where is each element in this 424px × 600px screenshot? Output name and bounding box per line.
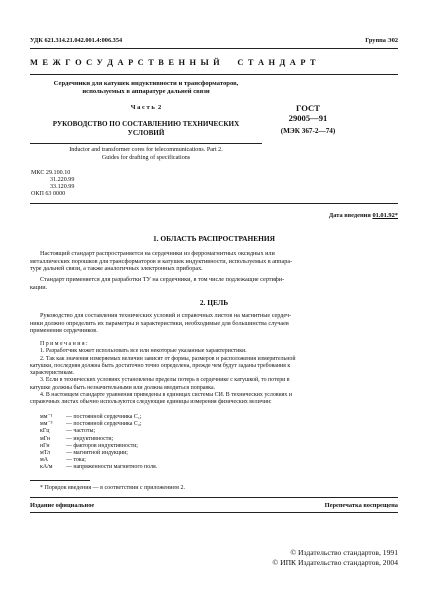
note-line: характеристикам. (30, 370, 75, 377)
footnote: * Порядок введения — в соответствии с приложением 2. (40, 485, 185, 491)
subtitle-line: РУКОВОДСТВО ПО СОСТАВЛЕНИЮ ТЕХНИЧЕСКИХ (52, 120, 240, 128)
mks-code: 31.220.99 (50, 177, 75, 183)
section-2-paragraph (30, 312, 398, 335)
unit-symbol: нГн (40, 442, 50, 449)
unit-description: — магнитной индукции; (66, 450, 128, 457)
text-line: Стандарт применяется для разработки ТУ на сердечники, в том числе подлежащие сертифи- (40, 276, 285, 283)
unit-symbol: кГц (40, 428, 50, 435)
unit-description: — частоты; (66, 428, 96, 435)
document-subtitle (30, 120, 262, 137)
title-rule (30, 143, 262, 144)
text-line: Настоящий стандарт распространяется на сердечники из ферромагнитных оксидных или (40, 250, 275, 257)
unit-description: — тока; (66, 457, 86, 464)
note-line: 1. Разработчик может использовать все или некоторые указанные характеристики. (40, 348, 247, 355)
unit-description: — постоянной сердечника C₁; (66, 414, 142, 420)
unit-row (40, 436, 340, 443)
section-1-paragraph (30, 250, 398, 273)
okp-code: ОКП 63 0000 (31, 191, 66, 197)
gost-designation (270, 104, 346, 123)
banner-title: М Е Ж Г О С У Д А Р С Т В Е Н Н Ы Й С Т А Н Д А Р Т (30, 58, 317, 67)
unit-symbol: мА (40, 457, 48, 464)
english-title-line: Inductor and transformer cores for telecommunications. Part 2. (69, 147, 223, 153)
title-line: используемых в аппаратуре дальней связи (82, 88, 210, 95)
unit-row (40, 457, 340, 464)
notes-block (30, 341, 398, 407)
footer-rule-2 (30, 512, 398, 513)
copyright-line: © ИПК Издательство стандартов, 2004 (272, 558, 398, 567)
note-line: 2. Так как значения измеряемых величин зависят от формы, размеров и расположения измерительной (40, 355, 296, 362)
note-line: 3. Если в технических условиях установлены пределы потерь в сердечнике с катушкой, то потери в (40, 377, 290, 384)
text-line: применения сердечников. (30, 327, 98, 335)
text-line: ники должно определить их параметры и характеристики, необходимые для большинства случаев (30, 319, 289, 327)
notes-heading: П р и м е ч а н и я : (40, 341, 88, 347)
classifier-rule (30, 203, 398, 204)
unit-row (40, 464, 340, 471)
section-2-heading: 2. ЦЕЛЬ (199, 298, 229, 307)
note-line: 4. В настоящем стандарте уравнения приведены в единицах системы СИ. В технических условиях и (40, 392, 292, 399)
unit-row (40, 428, 340, 435)
note-line: катушке должны быть незначительными или должна вводиться поправка. (30, 384, 216, 391)
banner-rule (30, 74, 398, 75)
text-line: металлических порошков для трансформаторов и катушек индуктивности, используемых в аппара- (30, 257, 293, 265)
text-line: Руководство для составления технических условий и справочных листов на магнитные сердеч- (40, 312, 292, 319)
mks-code: МКС 29.100.10 (31, 170, 71, 176)
english-title-line: Guides for drafting of specifications (101, 154, 191, 161)
classifier-codes (31, 170, 74, 198)
copyright-block (272, 548, 398, 568)
copyright-line: © Издательство стандартов, 1991 (290, 548, 398, 557)
section-1-heading: 1. ОБЛАСТЬ РАСПРОСТРАНЕНИЯ (153, 234, 275, 243)
group-code: Группа Э02 (365, 37, 398, 44)
unit-description: — постоянной сердечника C₂; (66, 421, 142, 428)
iec-reference: (МЭК 367-2—74) (280, 127, 336, 135)
unit-symbol: мм⁻³ (40, 421, 53, 428)
subtitle-line: УСЛОВИЙ (127, 128, 165, 137)
header-rule (30, 48, 398, 49)
intro-date-value: 01.01.92* (372, 212, 398, 219)
section-1-paragraph (30, 276, 398, 291)
unit-description: — индуктивности; (66, 435, 114, 442)
note-line: катушки, последняя должна быть достаточно точно определена, прежде чем будут заданы требования к (30, 362, 291, 369)
note-line: справочных листах обычно используются следующие единицы измерения физических величин: (30, 399, 272, 406)
text-line: туре дальней связи, а также аналогичных электронных приборах. (30, 265, 203, 273)
title-line: Сердечники для катушек индуктивности и трансформаторов, (53, 80, 239, 87)
unit-description: — напряженности магнитного поля. (66, 464, 158, 471)
document-title (30, 80, 262, 96)
unit-row (40, 421, 340, 428)
introduction-date (329, 212, 398, 219)
mks-code: 33.120.99 (50, 184, 75, 190)
english-title (30, 147, 262, 162)
footer-rule (30, 497, 398, 498)
unit-symbol: мТл (40, 450, 50, 457)
units-list (40, 414, 340, 472)
unit-description: — факторов индуктивности; (66, 442, 138, 449)
unit-symbol: мм⁻¹ (40, 414, 53, 420)
unit-row (40, 443, 340, 450)
unit-symbol: мГн (40, 435, 51, 442)
unit-symbol: кА/м (40, 464, 53, 471)
reprint-prohibited-label: Перепечатка воспрещена (324, 502, 398, 509)
part-label: Ч а с т ь 2 (130, 104, 162, 111)
unit-row (40, 450, 340, 457)
gost-label: ГОСТ (296, 103, 320, 113)
official-edition-label: Издание официальное (30, 502, 95, 509)
text-line: кации. (30, 283, 48, 291)
footnote-rule (30, 480, 90, 481)
udk-code: УДК 621.314.21.042.001.4:006.354 (30, 37, 123, 44)
intro-date-label: Дата введения (328, 212, 371, 219)
gost-number: 29005—91 (288, 112, 328, 123)
